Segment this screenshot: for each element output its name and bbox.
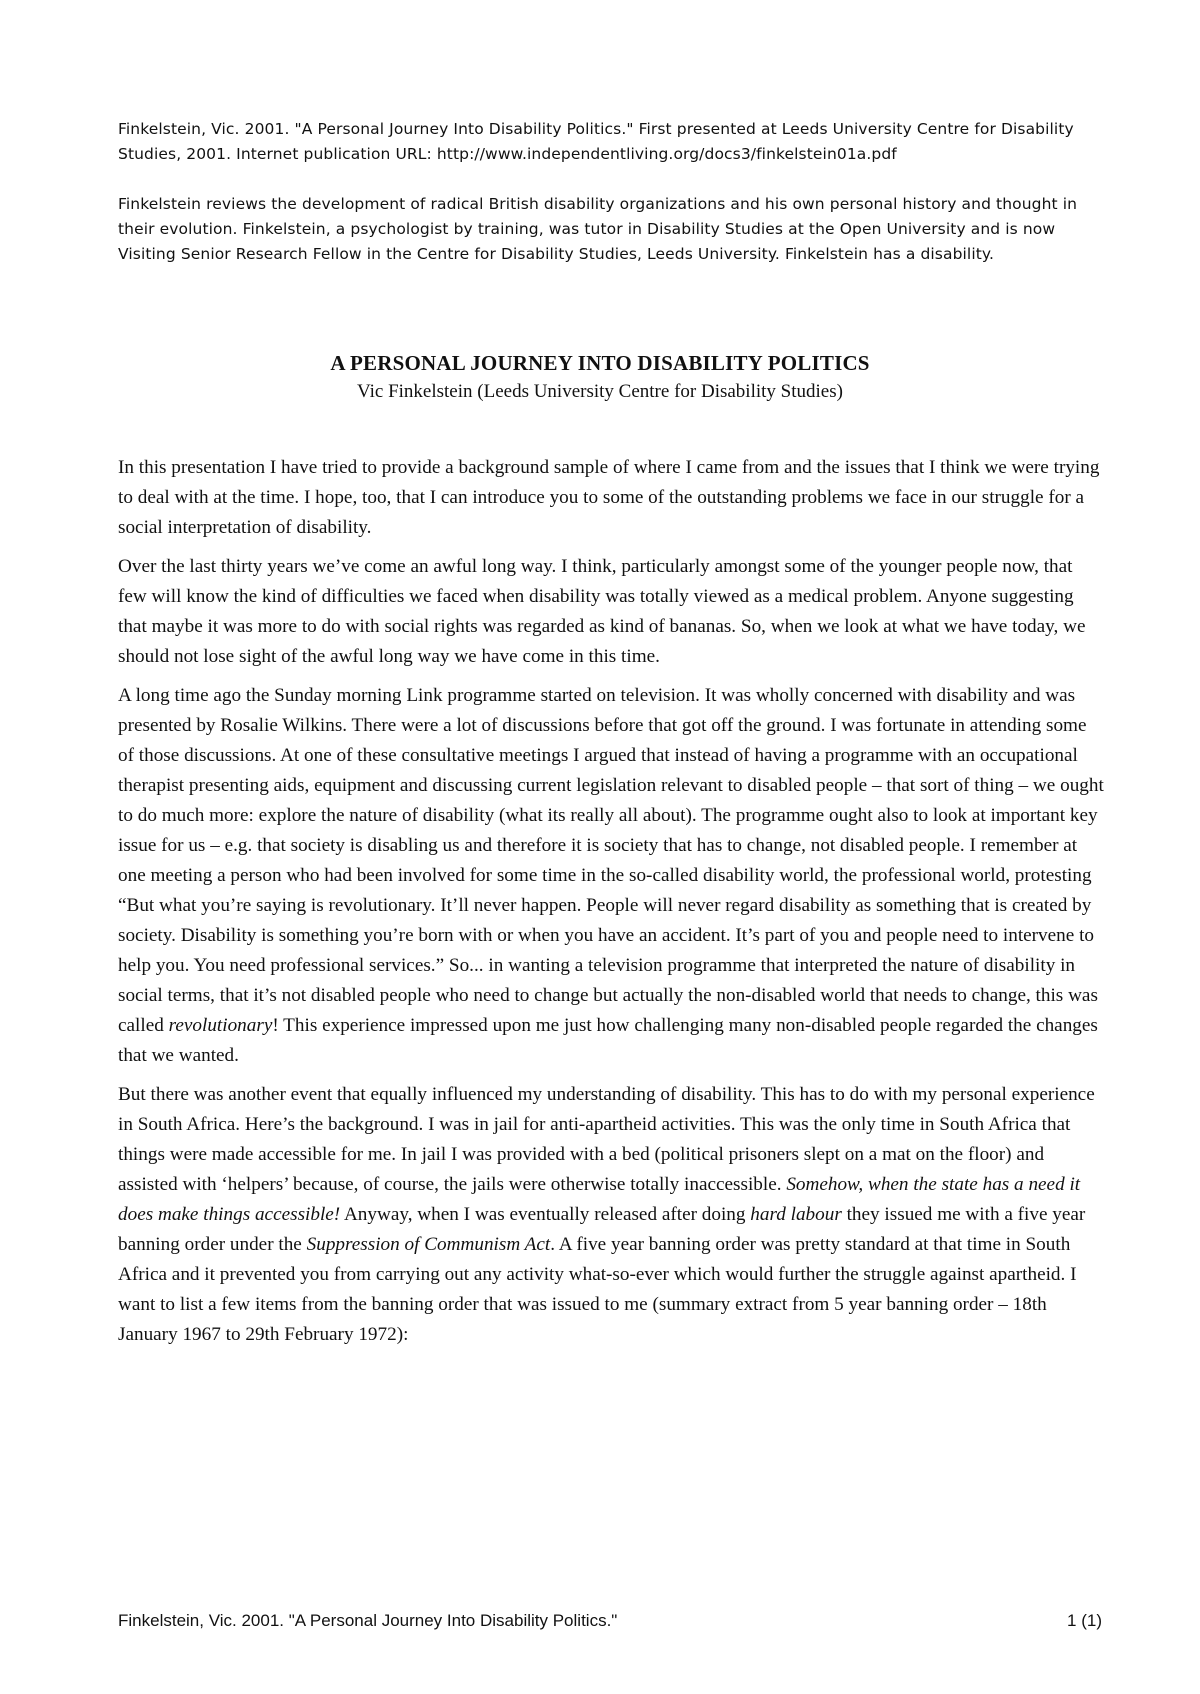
footer-citation: Finkelstein, Vic. 2001. "A Personal Journey Into Disability Politics." [118, 1611, 618, 1630]
page-number: 1 (1) [1067, 1611, 1102, 1630]
paragraph-4-text-d: . A five year banning order was pretty standard at that time in South Africa and it prevented you from carrying out any activity what-so-ever which would further the struggle against apartheid. I want to list a few items from the banning order that was issued to me (summary extract from 5 year banning order – 18th January 1967 to 29th February 1972): [118, 1234, 1077, 1345]
paragraph-3 [118, 681, 1104, 1071]
paragraph-4-text-c: they issued me with a five year banning order under the [118, 1204, 1086, 1255]
title-block [118, 350, 1082, 404]
paragraph-4-emphasis-2: hard labour [750, 1204, 842, 1225]
paragraph-4-text-a: But there was another event that equally influenced my understanding of disability. This has to do with my personal experience in South Africa. Here’s the background. I was in jail for anti-apartheid activities. This was the only time in South Africa that things were made accessible for me. In jail I was provided with a bed (political prisoners slept on a mat on the floor) and assisted with ‘helpers’ because, of course, the jails were otherwise totally inaccessible. [118, 1084, 1095, 1195]
body-text [118, 453, 1104, 1359]
citation-reference: Finkelstein, Vic. 2001. "A Personal Journey Into Disability Politics." First presented at Leeds University Centre for Disability Studies, 2001. Internet publication URL: http://www.independentliving.org/docs3/finkelstein01a.pdf [118, 120, 1074, 163]
paragraph-4 [118, 1080, 1104, 1350]
citation-summary: Finkelstein reviews the development of radical British disability organizations and his own personal history and thought in their evolution. Finkelstein, a psychologist by training, was tutor in Disability Studies at the Open University and is now Visiting Senior Research Fellow in the Centre for Disability Studies, Leeds University. Finkelstein has a disability. [118, 195, 1078, 263]
paragraph-3-text-b: ! This experience impressed upon me just how challenging many non-disabled people regarded the changes that we wanted. [118, 1015, 1098, 1066]
paragraph-2: Over the last thirty years we’ve come an awful long way. I think, particularly amongst some of the younger people now, that few will know the kind of difficulties we faced when disability was totally viewed as a medical problem. Anyone suggesting that maybe it was more to do with social rights was regarded as kind of bananas. So, when we look at what we have today, we should not lose sight of the awful long way we have come in this time. [118, 556, 1086, 667]
paragraph-3-emphasis: revolutionary [168, 1015, 273, 1036]
paragraph-3-text-a: A long time ago the Sunday morning Link programme started on television. It was wholly concerned with disability and was presented by Rosalie Wilkins. There were a lot of discussions before that got off the ground. I was fortunate in attending some of those discussions. At one of these consultative meetings I argued that instead of having a programme with an occupational therapist presenting aids, equipment and discussing current legislation relevant to disabled people – that sort of thing – we ought to do much more: explore the nature of disability (what its really all about). The programme ought also to look at important key issue for us – e.g. that society is disabling us and therefore it is society that has to change, not disabled people. I remember at one meeting a person who had been involved for some time in the so-called disability world, the professional world, protesting “But what you’re saying is revolutionary. It’ll never happen. People will never regard disability as something that is created by society. Disability is something you’re born with or when you have an accident. It’s part of you and people need to intervene to help you. You need professional services.” So... in wanting a television programme that interpreted the nature of disability in social terms, that it’s not disabled people who need to change but actually the non-disabled world that needs to change, this was called [118, 685, 1104, 1036]
paragraph-1: In this presentation I have tried to provide a background sample of where I came from and the issues that I think we were trying to deal with at the time. I hope, too, that I can introduce you to some of the outstanding problems we face in our struggle for a social interpretation of disability. [118, 457, 1100, 538]
page-title: A PERSONAL JOURNEY INTO DISABILITY POLITICS [330, 351, 870, 375]
page-subtitle: Vic Finkelstein (Leeds University Centre for Disability Studies) [357, 381, 843, 402]
paragraph-4-emphasis-3: Suppression of Communism Act [306, 1234, 551, 1255]
paragraph-4-emphasis-1: Somehow, when the state has a need it does make things accessible! [118, 1174, 1081, 1225]
paragraph-4-text-b: Anyway, when I was eventually released after doing [340, 1204, 751, 1225]
